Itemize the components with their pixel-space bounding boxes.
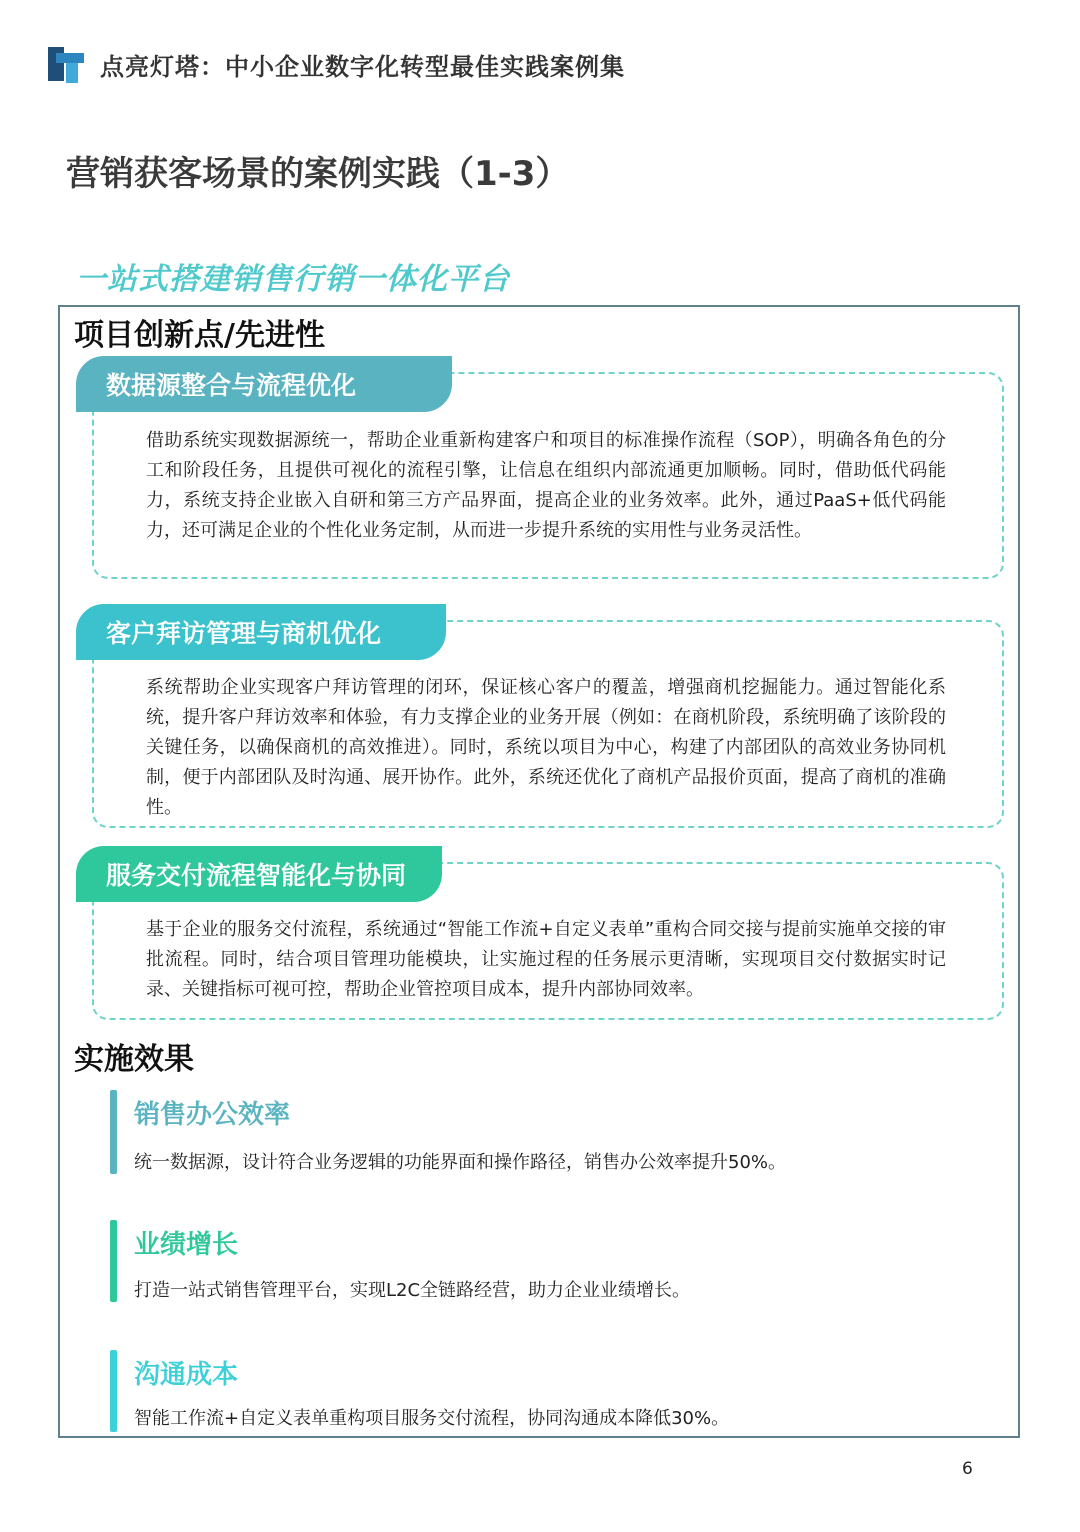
effect-1-text: 统一数据源，设计符合业务逻辑的功能界面和操作路径，销售办公效率提升50%。 <box>134 1152 787 1173</box>
effect-3-text: 智能工作流+自定义表单重构项目服务交付流程，协同沟通成本降低30%。 <box>134 1408 730 1429</box>
effect-3-accent-bar <box>110 1350 117 1432</box>
innovation-card-2-label: 客户拜访管理与商机优化 <box>76 604 446 660</box>
page-number: 6 <box>962 1459 973 1479</box>
effect-1-accent-bar <box>110 1090 117 1174</box>
innovation-card-1-text: 借助系统实现数据源统一，帮助企业重新构建客户和项目的标准操作流程（SOP），明确各角色的分工和阶段任务，且提供可视化的流程引擎，让信息在组织内部流通更加顺畅。同时，借助低代码能力，系统支持企业嵌入自研和第三方产品界面，提高企业的业务效率。此外，通过PaaS+低代码能力，还可满足企业的个性化业务定制，从而进一步提升系统的实用性与业务灵活性。 <box>146 430 946 541</box>
page-title: 营销获客场景的案例实践（1-3） <box>66 154 570 194</box>
innovation-card-3-text: 基于企业的服务交付流程，系统通过“智能工作流+自定义表单”重构合同交接与提前实施单交接的审批流程。同时，结合项目管理功能模块，让实施过程的任务展示更清晰，实现项目交付数据实时记录、关键指标可视可控，帮助企业管控项目成本，提升内部协同效率。 <box>146 919 946 1000</box>
effect-2-accent-bar <box>110 1220 117 1302</box>
effect-3-title: 沟通成本 <box>134 1360 239 1390</box>
effect-1-title: 销售办公效率 <box>134 1100 291 1130</box>
innovation-card-1-label: 数据源整合与流程优化 <box>76 356 452 412</box>
innovation-card-3-label: 服务交付流程智能化与协同 <box>76 846 442 902</box>
innovation-card-2-text: 系统帮助企业实现客户拜访管理的闭环，保证核心客户的覆盖，增强商机挖掘能力。通过智能化系统，提升客户拜访效率和体验，有力支撑企业的业务开展（例如：在商机阶段，系统明确了该阶段的关键任务，以确保商机的高效推进）。同时，系统以项目为中心，构建了内部团队的高效业务协同机制，便于内部团队及时沟通、展开协作。此外，系统还优化了商机产品报价页面，提高了商机的准确性。 <box>146 677 946 818</box>
effect-2-title: 业绩增长 <box>134 1230 239 1260</box>
header-title: 点亮灯塔：中小企业数字化转型最佳实践案例集 <box>100 52 625 81</box>
effect-2-text: 打造一站式销售管理平台，实现L2C全链路经营，助力企业业绩增长。 <box>134 1280 691 1301</box>
page-header <box>48 44 625 84</box>
lighthouse-logo-icon <box>48 45 86 83</box>
banner-title: 一站式搭建销售行销一体化平台 <box>76 262 510 297</box>
effects-heading: 实施效果 <box>74 1042 194 1077</box>
innovation-heading: 项目创新点/先进性 <box>74 318 325 353</box>
